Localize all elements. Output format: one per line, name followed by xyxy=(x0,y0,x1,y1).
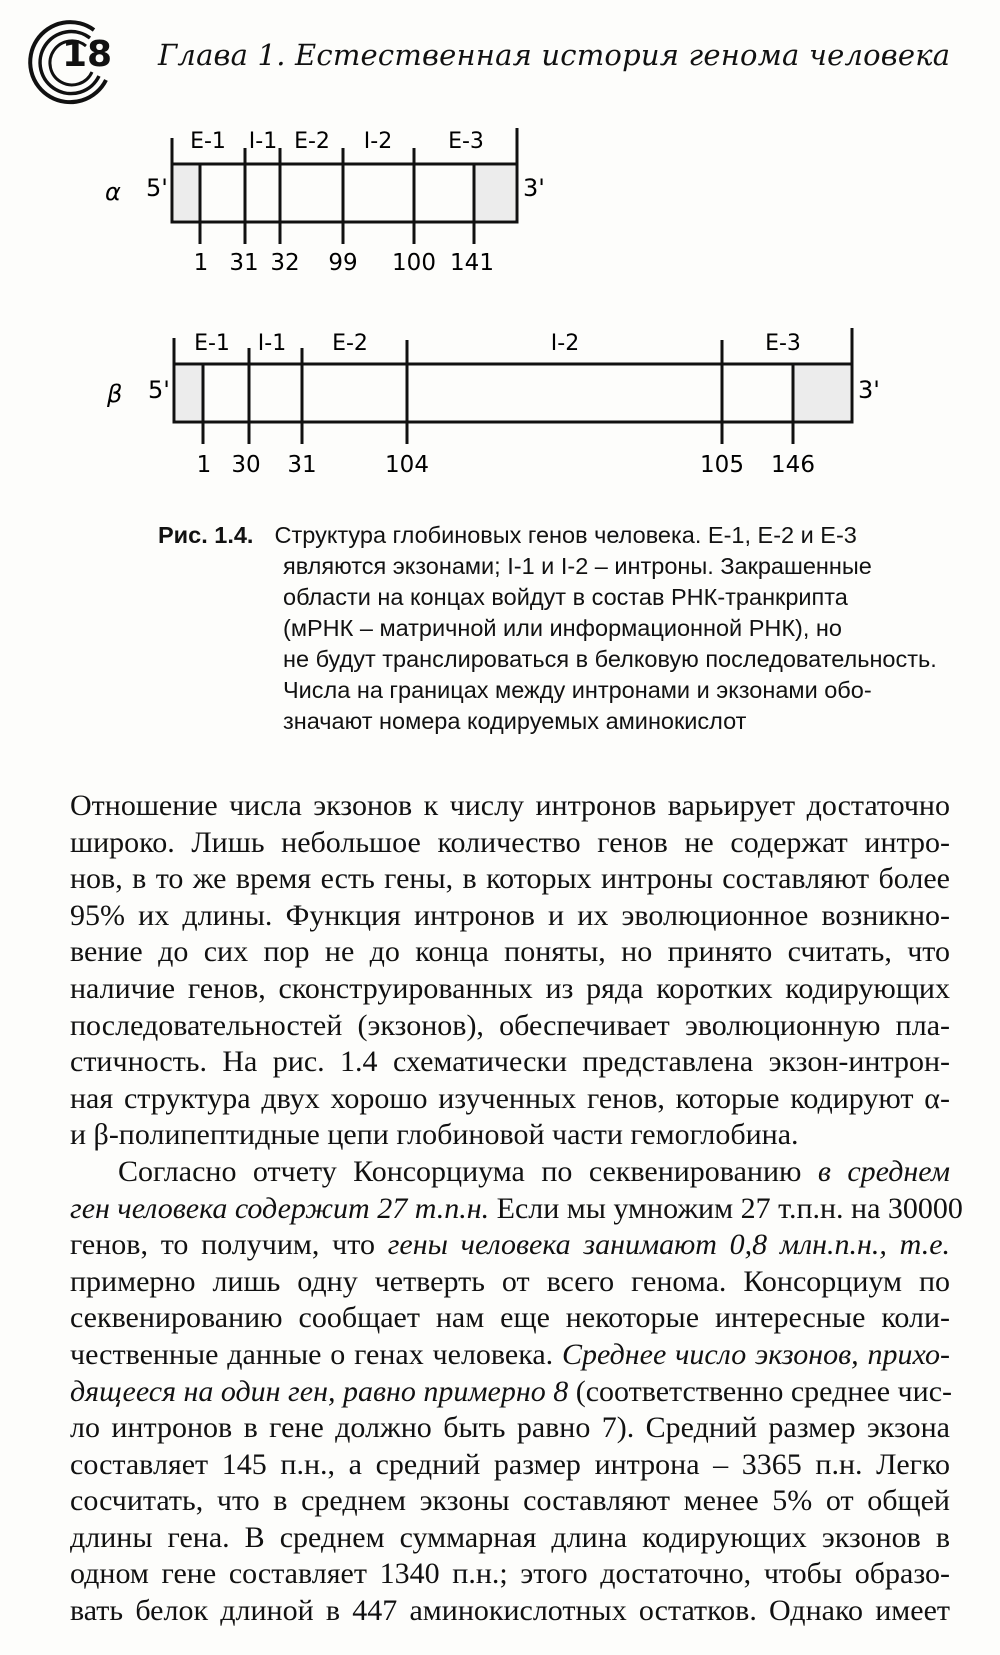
beta-num-104: 104 xyxy=(385,452,429,478)
p2-line-5: секвенированию сообщает нам еще некоторые интересные коли- xyxy=(70,1301,950,1335)
p2-line-9: составляет 145 п.н., а средний размер интрона – 3365 п.н. Легко xyxy=(70,1447,950,1481)
beta-shaded-5-end xyxy=(176,366,203,420)
paragraph-1 xyxy=(70,788,950,1154)
p2-line-10: сосчитать, что в среднем экзоны составляют менее 5% от общей xyxy=(70,1484,950,1518)
p2-line-12: одном гене составляет 1340 п.н.; этого достаточно, чтобы образо- xyxy=(70,1557,950,1591)
p2-line-13: вать белок длиной в 447 аминокислотных остатков. Однако имеет xyxy=(70,1594,950,1628)
caption-line-3: области на концах войдут в состав РНК-транкрипта xyxy=(283,584,848,610)
p2-line-7: дящееся на один ген, равно примерно 8 (соответственно среднее чис- xyxy=(70,1374,952,1408)
page-number: 18 xyxy=(62,34,113,75)
alpha-symbol: α xyxy=(105,178,121,206)
paragraph-2 xyxy=(70,1154,963,1630)
beta-num-30: 30 xyxy=(231,452,261,478)
beta-seg-e3: E-3 xyxy=(765,331,801,356)
alpha-3-end: 3' xyxy=(523,174,545,202)
beta-num-1: 1 xyxy=(196,452,212,478)
p1-line-5: вение до сих пор не до конца поняты, но принято считать, что xyxy=(70,935,950,969)
p2-line-2: ген человека содержит 27 т.п.н. Если мы умножим 27 т.п.н. на 30000 xyxy=(70,1191,963,1225)
p1-line-3: нов, в то же время есть гены, в которых интроны составляют более xyxy=(70,862,950,896)
alpha-seg-e1: E-1 xyxy=(190,129,226,154)
alpha-seg-i2: I-2 xyxy=(363,129,393,154)
caption-line-5: не будут транслироваться в белковую последовательность. xyxy=(283,646,937,672)
caption-line-4: (мРНК – матричной или информационной РНК), но xyxy=(283,615,842,641)
alpha-5-end: 5' xyxy=(146,174,168,202)
p1-line-8: стичность. На рис. 1.4 схематически представлена экзон-интрон- xyxy=(70,1045,950,1079)
alpha-seg-i1: I-1 xyxy=(248,129,278,154)
caption-line-2: являются экзонами; I-1 и I-2 – интроны. Закрашенные xyxy=(283,553,872,579)
beta-symbol: β xyxy=(107,380,123,408)
caption-line-1: Рис. 1.4. Структура глобиновых генов человека. E-1, E-2 и E-3 xyxy=(158,520,958,551)
beta-num-31: 31 xyxy=(287,452,317,478)
p1-line-6: наличие генов, сконструированных из ряда коротких кодирующих xyxy=(70,971,950,1005)
beta-3-end: 3' xyxy=(858,376,880,404)
p2-line-4: примерно лишь одну четверть от всего генома. Консорциум по xyxy=(70,1264,950,1298)
p2-line-6: чественные данные о генах человека. Среднее число экзонов, прихо- xyxy=(70,1337,950,1371)
caption-line-7: значают номера кодируемых аминокислот xyxy=(283,708,747,734)
p1-line-7: последовательностей (экзонов), обеспечивает эволюционную пла- xyxy=(70,1008,950,1042)
alpha-num-100: 100 xyxy=(392,250,436,276)
p2-line-1: Согласно отчету Консорциума по секвенированию в среднем xyxy=(118,1154,951,1188)
p2-line-3: генов, то получим, что гены человека занимают 0,8 млн.п.н., т.е. xyxy=(70,1228,951,1262)
alpha-num-141: 141 xyxy=(450,250,494,276)
beta-5-end: 5' xyxy=(148,376,170,404)
alpha-seg-e2: E-2 xyxy=(294,129,330,154)
p1-line-9: ная структура двух хорошо изученных генов, которые кодируют α- xyxy=(70,1081,950,1115)
p1-line-4: 95% их длины. Функция интронов и их эволюционное возникно- xyxy=(70,898,950,932)
figure-caption xyxy=(158,520,958,737)
beta-seg-i1: I-1 xyxy=(257,331,287,356)
p1-line-10: и β-полипептидные цепи глобиновой части гемоглобина. xyxy=(70,1118,799,1152)
beta-seg-e2: E-2 xyxy=(332,331,368,356)
beta-seg-e1: E-1 xyxy=(194,331,230,356)
caption-line-6: Числа на границах между интронами и экзонами обо- xyxy=(283,677,872,703)
p1-line-2: широко. Лишь небольшое количество генов не содержат интро- xyxy=(70,825,950,859)
alpha-shaded-3-end xyxy=(474,166,515,220)
chapter-title: Глава 1. Естественная история генома человека xyxy=(158,38,951,72)
caption-label: Рис. 1.4. xyxy=(158,522,254,548)
body-text xyxy=(70,788,963,1630)
alpha-shaded-5-end xyxy=(174,166,200,220)
beta-gene-box xyxy=(174,364,852,422)
globin-gene-figure xyxy=(0,0,1000,520)
alpha-num-1: 1 xyxy=(193,250,209,276)
beta-num-105: 105 xyxy=(700,452,744,478)
p2-line-8: ло интронов в гене должно быть равно 7). Средний размер экзона xyxy=(70,1411,950,1445)
alpha-num-31: 31 xyxy=(229,250,259,276)
beta-num-146: 146 xyxy=(771,452,815,478)
beta-seg-i2: I-2 xyxy=(550,331,580,356)
alpha-seg-e3: E-3 xyxy=(448,129,484,154)
alpha-num-32: 32 xyxy=(270,250,300,276)
p1-line-1: Отношение числа экзонов к числу интронов варьирует достаточно xyxy=(70,789,950,822)
alpha-num-99: 99 xyxy=(328,250,358,276)
alpha-gene-diagram xyxy=(105,128,545,276)
beta-shaded-3-end xyxy=(793,366,850,420)
beta-gene-diagram xyxy=(106,328,880,478)
p2-line-11: длины гена. В среднем суммарная длина кодирующих экзонов в xyxy=(70,1520,950,1554)
